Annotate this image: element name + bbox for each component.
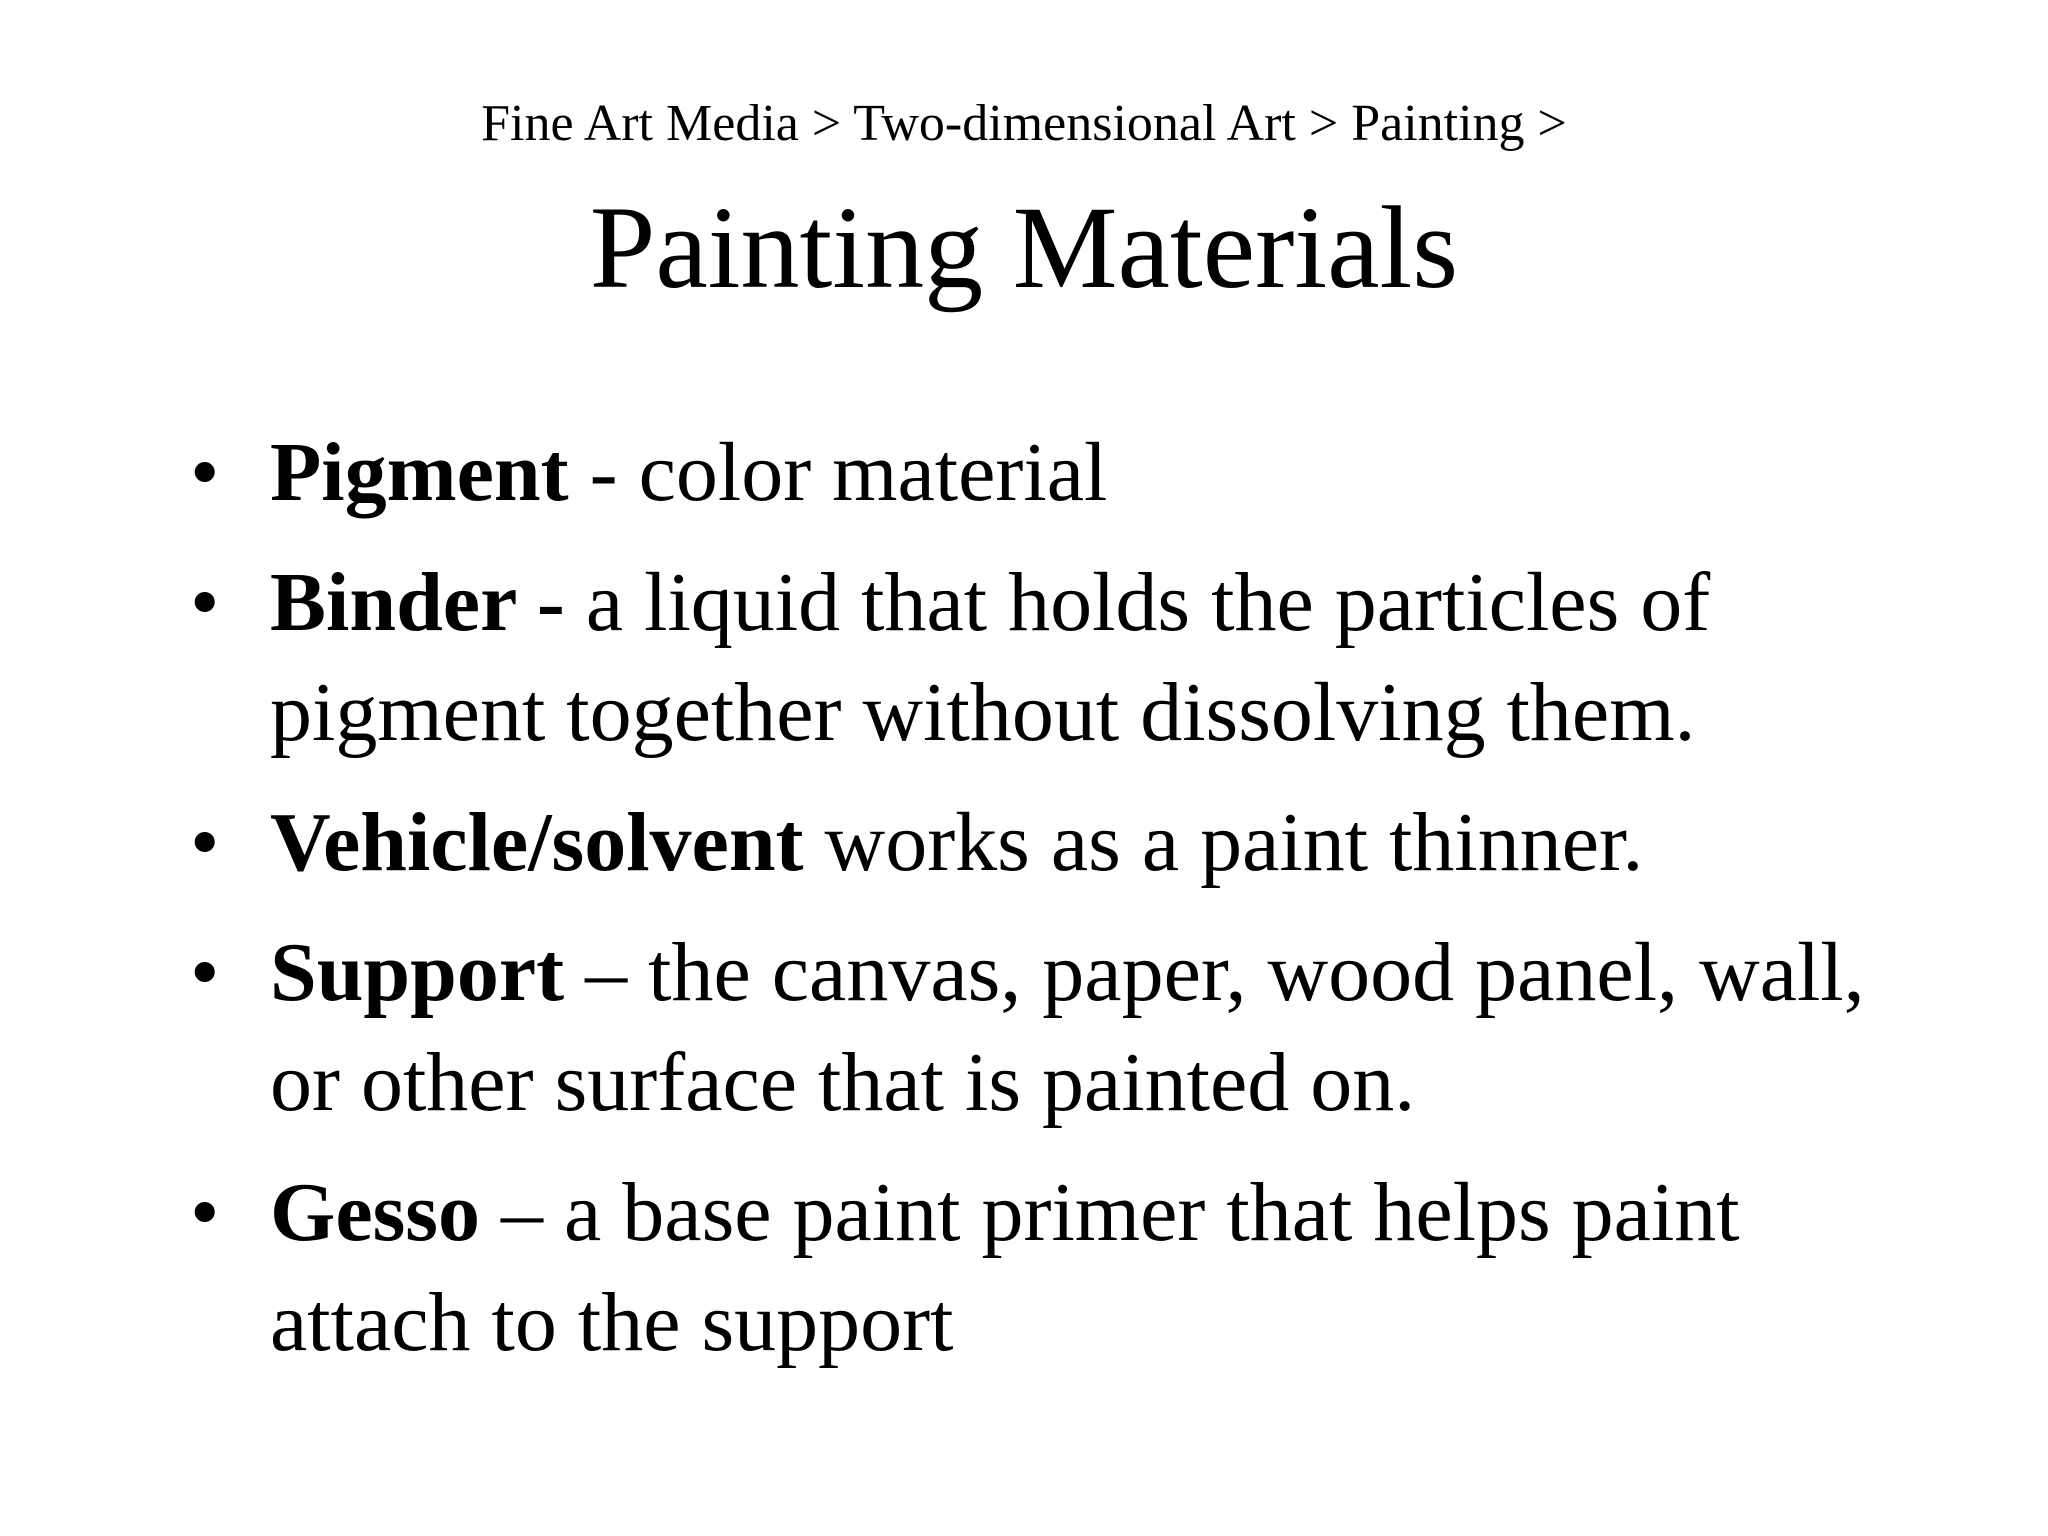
- definition-vehicle-solvent: works as a paint thinner.: [803, 796, 1644, 889]
- bullet-item-pigment: [190, 418, 1910, 528]
- definition-pigment: - color material: [568, 426, 1108, 519]
- definition-support: – the canvas, paper, wood panel, wall, or other surface that is painted on.: [270, 926, 1865, 1129]
- bullet-icon: •: [190, 796, 220, 889]
- term-vehicle-solvent: Vehicle/solvent: [270, 796, 804, 889]
- bullet-icon: •: [190, 926, 220, 1019]
- bullet-list: [190, 418, 1910, 1378]
- definition-binder: a liquid that holds the particles of pigment together without dissolving them.: [270, 556, 1711, 759]
- bullet-item-binder: [190, 548, 1910, 768]
- bullet-icon: •: [190, 426, 220, 519]
- breadcrumb: Fine Art Media > Two-dimensional Art > Painting >: [481, 95, 1567, 152]
- term-binder: Binder -: [270, 556, 565, 649]
- term-pigment: Pigment: [270, 426, 569, 519]
- bullet-item-gesso: [190, 1158, 1910, 1378]
- slide-title: Painting Materials: [589, 182, 1459, 313]
- term-support: Support: [270, 926, 565, 1019]
- bullet-icon: •: [190, 556, 220, 649]
- bullet-item-vehicle-solvent: [190, 788, 1910, 898]
- bullet-item-support: [190, 918, 1910, 1138]
- bullet-icon: •: [190, 1166, 220, 1259]
- term-gesso: Gesso: [270, 1166, 480, 1259]
- definition-gesso: – a base paint primer that helps paint attach to the support: [270, 1166, 1740, 1369]
